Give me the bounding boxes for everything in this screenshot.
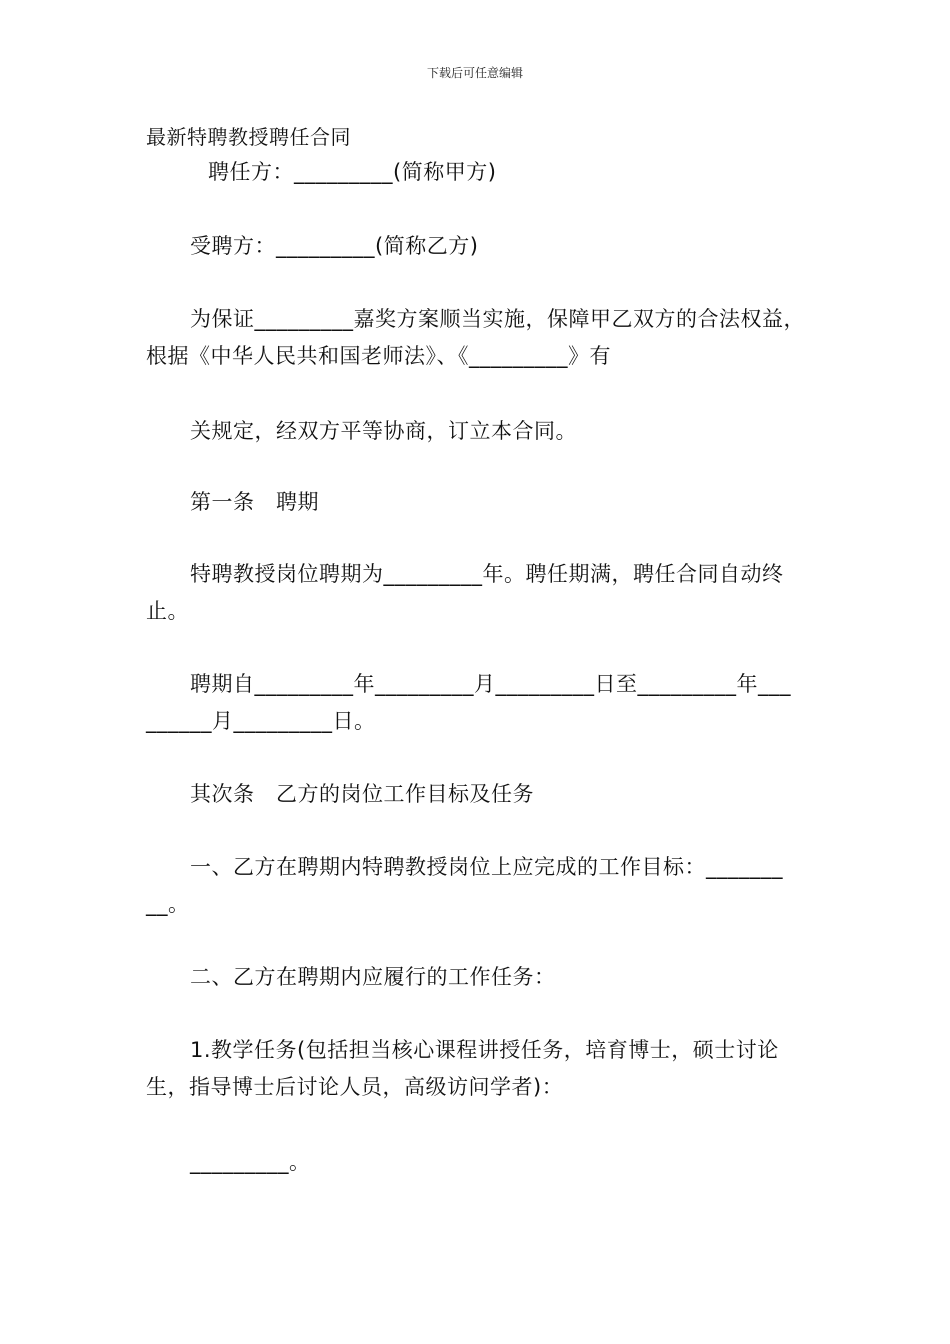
document-title: 最新特聘教授聘任合同 — [146, 125, 351, 149]
purpose-line-1: 为保证_________嘉奖方案顺当实施，保障甲乙双方的合法权益， — [190, 307, 805, 331]
article-2-heading: 其次条 乙方的岗位工作目标及任务 — [190, 782, 534, 806]
purpose-line-2: 根据《中华人民共和国老师法》、《_________》有 — [146, 344, 611, 368]
page-header: 下载后可任意编辑 — [426, 66, 523, 80]
term-line-2: 止。 — [146, 599, 189, 623]
teaching-line-1: 1.教学任务(包括担当核心课程讲授任务，培育博士，硕士讨论 — [190, 1038, 779, 1062]
appointee-line: 受聘方：_________(简称乙方) — [190, 234, 479, 258]
goal-line-2: __。 — [146, 892, 190, 916]
period-line-1: 聘期自_________年_________月_________日至_________年___ — [190, 672, 791, 696]
term-line-1: 特聘教授岗位聘期为_________年。聘任期满，聘任合同自动终 — [190, 562, 784, 586]
duties-heading: 二、乙方在聘期内应履行的工作任务： — [190, 965, 556, 989]
goal-line-1: 一、乙方在聘期内特聘教授岗位上应完成的工作目标：_______ — [190, 855, 783, 879]
period-line-2: ______月_________日。 — [146, 709, 376, 733]
article-1-heading: 第一条 聘期 — [190, 490, 319, 514]
purpose-line-3: 关规定，经双方平等协商，订立本合同。 — [190, 419, 577, 443]
teaching-blank-line: _________。 — [190, 1150, 311, 1174]
appointer-line: 聘任方：_________(简称甲方) — [208, 160, 497, 184]
teaching-line-2: 生，指导博士后讨论人员，高级访问学者)： — [146, 1075, 564, 1099]
